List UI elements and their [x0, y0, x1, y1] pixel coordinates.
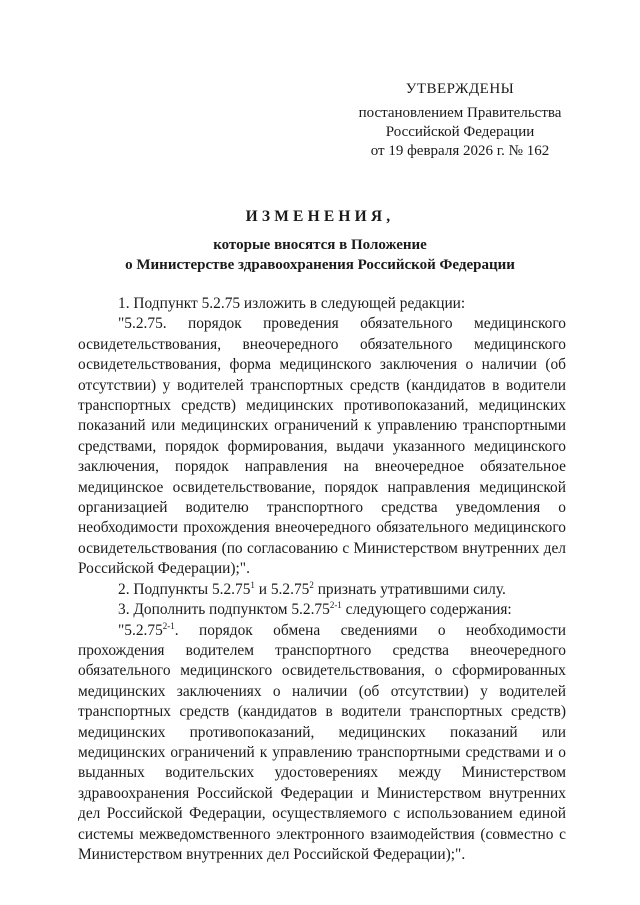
paragraph-text: следующего содержания:	[341, 601, 512, 619]
paragraph-text: 1. Подпункт 5.2.75 изложить в следующей редакции:	[118, 295, 466, 312]
superscript-index: 1	[250, 579, 255, 590]
document-subtitle	[70, 235, 570, 275]
paragraph-text: признать утратившими силу.	[313, 580, 506, 598]
superscript-index: 2-1	[162, 620, 175, 631]
approval-line: от 19 февраля 2026 г. № 162	[370, 143, 550, 159]
subtitle-line: которые вносятся в Положение	[213, 237, 427, 253]
approval-heading: УТВЕРЖДЕНЫ	[405, 81, 515, 97]
approval-stamp	[345, 80, 575, 161]
superscript-index: 2-1	[329, 600, 342, 611]
document-body	[78, 294, 566, 865]
body-paragraph	[78, 600, 566, 620]
body-paragraph	[78, 580, 566, 600]
approval-line: Российской Федерации	[385, 124, 535, 140]
paragraph-text: 2. Подпункты 5.2.75	[118, 580, 251, 598]
subtitle-line: о Министерстве здравоохранения Российской Федерации	[125, 257, 515, 273]
paragraph-text: "5.2.75. порядок проведения обязательного медицинского освидетельствования, внеочередного обязательного медицинского освидетельствования, форма медицинского заключения о наличии (об отсутствии) у водителей транспортных средств (кандидатов в водители транспортных средств) медицинских противопоказаний, медицинских показаний или медицинских ограничений к управлению транспортными средствами, порядок формирования, выдачи указанного медицинского заключения, порядок направления на внеочередное обязательное медицинское освидетельствование, порядок направления медицинской организацией водителю транспортного средства уведомления о необходимости прохождения внеочередного обязательного медицинского освидетельствования (по согласованию с Министерством внутренних дел Российской Федерации);".	[78, 315, 566, 578]
approval-line: постановлением Правительства	[358, 105, 562, 121]
superscript-index: 2	[309, 579, 314, 590]
body-paragraph	[78, 621, 566, 866]
document-title: ИЗМЕНЕНИЯ,	[245, 208, 395, 225]
paragraph-text: 3. Дополнить подпунктом 5.2.75	[118, 601, 330, 619]
paragraph-text: "5.2.75	[118, 621, 163, 639]
paragraph-text: и 5.2.75	[254, 580, 310, 598]
paragraph-text: . порядок обмена сведениями о необходимости прохождения водителем транспортного средства внеочередного обязательного медицинского освидетельствования, о сформированных медицинских заключениях о наличии (об отсутствии) у водителей транспортных средств (кандидатов в водители транспортных средств) медицинских противопоказаний, медицинских показаний или медицинских ограничений к управлению транспортными средствами и о выданных водительских удостоверениях между Министерством здравоохранения Российской Федерации и Министерством внутренних дел Российской Федерации, осуществляемого с использованием единой системы межведомственного электронного взаимодействия (совместно с Министерством внутренних дел Российской Федерации);".	[78, 621, 566, 863]
body-paragraph	[78, 314, 566, 579]
body-paragraph	[78, 294, 566, 314]
